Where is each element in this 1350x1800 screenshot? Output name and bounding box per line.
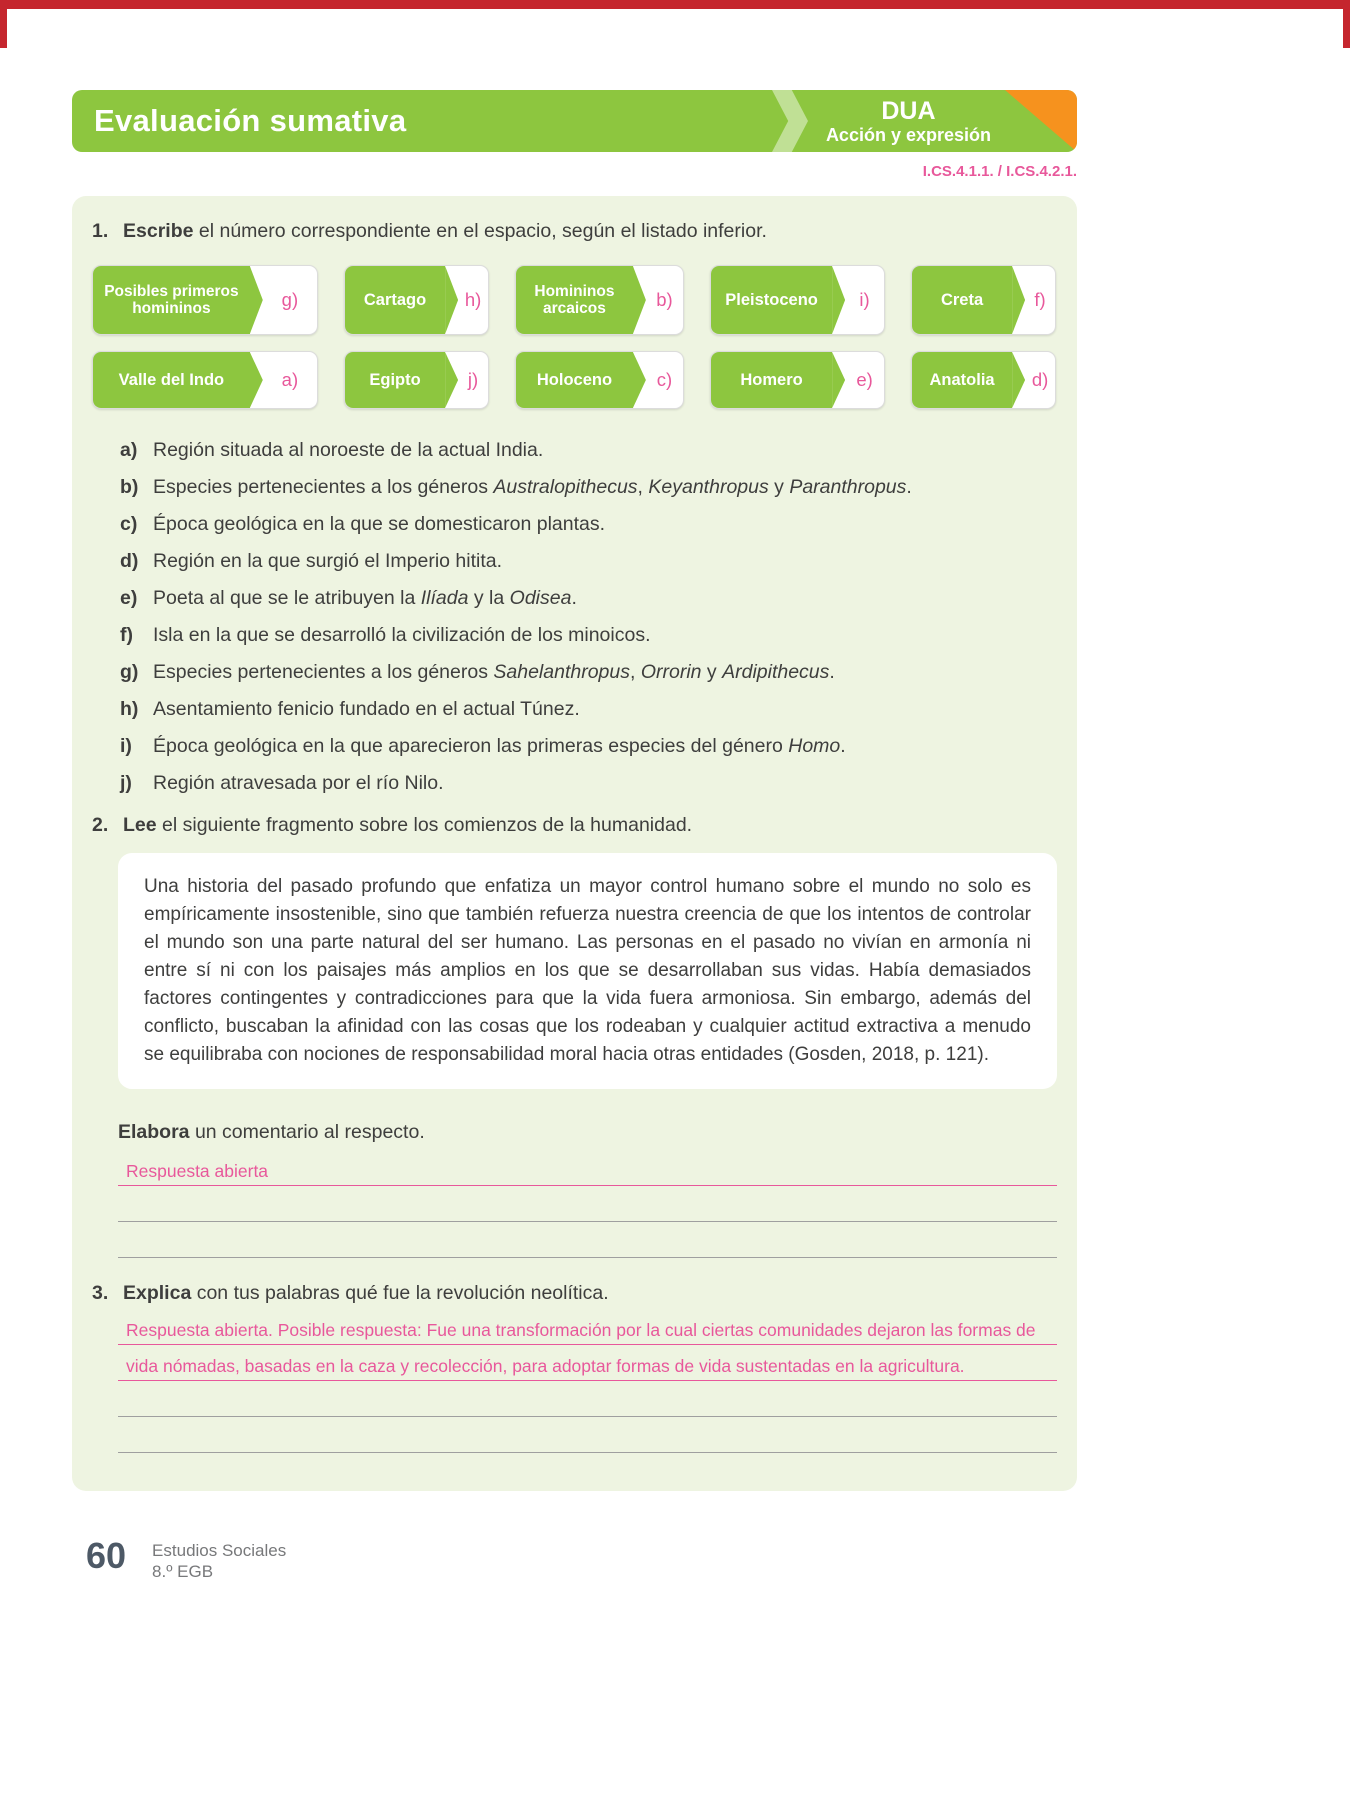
answer-letter: c) [656,369,673,390]
options-list [120,437,1057,796]
question-3-verb: Explica [123,1282,192,1304]
option-letter: j) [120,772,132,794]
question-3-number: 3. [92,1282,109,1304]
question-1-text [123,218,767,245]
term-card-posibles-primeros-homininos [92,265,318,335]
footer-labels [152,1538,286,1583]
term-label-text: Holoceno [536,370,613,389]
option-letter: c) [120,513,138,535]
option-letter: f) [120,624,133,646]
footer-subject: Estudios Sociales [152,1541,287,1560]
question-3-rest: con tus palabras qué fue la revolución neolítica. [191,1282,609,1304]
quote-text: Una historia del pasado profundo que enfatiza un mayor control humano sobre el mundo no solo es empíricamente insostenible, sino que también refuerza nuestra creencia de que los intentos de controlar el mundo son una parte natural del ser humano. Las personas en el pasado no vivían en armonía ni entre sí ni con los paisajes más amplios en los que se desarrollaban sus vidas. Había demasiados factores contingentes y contradicciones para que la vida fuera armoniosa. Sin embargo, además del conflicto, buscaban la afinidad con las cosas que los rodeaban y cualquier actitud extractiva a menudo se equilibraba con nociones de responsabilidad moral hacia otras entidades (Gosden, 2018, p. 121). [144,876,1031,1065]
question-2-verb: Lee [123,814,157,836]
term-label [345,352,445,408]
corner-triangle [1005,90,1077,152]
term-label [912,352,1012,408]
answer-text-q3-1: Respuesta abierta. Posible respuesta: Fue una transformación por la cual ciertas comunidades dejaron las formas de [126,1319,1036,1340]
option-letter: i) [120,735,132,757]
option-text: Asentamiento fenicio fundado en el actual Túnez. [153,698,580,720]
term-label [345,266,445,334]
answer-line-q3-1 [118,1309,1057,1345]
answer-line-q2-1 [118,1150,1057,1186]
term-label [516,266,633,334]
answer-letter: e) [856,369,873,390]
option-letter: e) [120,587,138,609]
question-2-rest: el siguiente fragmento sobre los comienzos de la humanidad. [156,814,693,836]
option-text: Poeta al que se le atribuyen la Ilíada y la Odisea. [153,587,577,609]
quote-box [118,853,1057,1089]
term-card-homero [710,351,885,409]
answer-line-q2-3 [118,1222,1057,1258]
term-label-text: Cartago [363,290,427,309]
question-3-text [123,1280,609,1307]
section-header [72,90,1077,152]
term-label-text: Homininos arcaicos [534,282,615,317]
term-card-egipto [344,351,489,409]
option-e [120,585,1057,611]
answer-letter: d) [1031,369,1049,390]
footer-grade: 8.º EGB [152,1562,214,1582]
option-letter: b) [120,476,139,498]
page-number: 60 [86,1535,127,1576]
question-1-stem [92,218,1057,245]
answer-letter: g) [281,289,299,310]
option-letter: g) [120,661,139,683]
answer-letter: f) [1034,289,1046,310]
page-trim-right [1343,0,1350,48]
question-1-verb: Escribe [123,220,194,242]
term-label-text: Creta [940,290,984,309]
dua-badge [826,97,991,145]
section-title: Evaluación sumativa [94,103,407,138]
option-text: Época geológica en la que aparecieron las primeras especies del género Homo. [153,735,846,757]
question-1-rest: el número correspondiente en el espacio, según el listado inferior. [193,220,767,242]
answer-line-q3-4 [118,1417,1057,1453]
answer-letter: a) [281,369,299,390]
answer-text-q2: Respuesta abierta [126,1160,269,1181]
elabora-verb: Elabora [118,1121,190,1143]
term-card-holoceno [515,351,684,409]
option-b [120,474,1057,500]
elabora-prompt [118,1119,1057,1146]
option-h [120,696,1057,722]
option-a [120,437,1057,463]
answer-letter: b) [656,289,673,310]
term-label-text: Egipto [369,370,421,389]
page-footer [86,1535,287,1583]
option-i [120,733,1057,759]
answer-letter: i) [859,289,870,310]
spacer [92,1258,1057,1280]
question-1-number: 1. [92,220,109,242]
page-trim-top [0,0,1350,9]
option-f [120,622,1057,648]
option-text: Época geológica en la que se domesticaron plantas. [153,513,606,535]
term-card-creta [911,265,1056,335]
term-label [711,352,832,408]
option-g [120,659,1057,685]
standards-code: I.CS.4.1.1. / I.CS.4.2.1. [922,163,1077,180]
option-letter: a) [120,439,138,461]
term-label-text: Anatolia [929,370,995,389]
answer-letter: j) [467,369,479,390]
question-2-number: 2. [92,814,109,836]
option-c [120,511,1057,537]
term-label-text: Homero [740,370,803,389]
option-text: Región en la que surgió el Imperio hitita. [153,550,503,572]
term-label [711,266,832,334]
term-card-pleistoceno [710,265,885,335]
term-card-homininos-arcaicos [515,265,684,335]
exercise-panel [72,196,1077,1491]
term-label-text: Pleistoceno [725,290,818,309]
answer-letter: h) [464,289,482,310]
term-label [93,266,250,334]
question-2-stem [92,812,1057,839]
answer-line-q3-3 [118,1381,1057,1417]
option-d [120,548,1057,574]
option-text: Especies pertenecientes a los géneros Australopithecus, Keyanthropus y Paranthropus. [153,476,912,498]
dua-badge-subtitle: Acción y expresión [825,124,991,145]
term-card-anatolia [911,351,1056,409]
option-letter: h) [120,698,139,720]
chevron-right-icon [772,90,808,152]
term-label [912,266,1012,334]
term-cards-grid [92,265,1057,409]
term-label-text: Posibles primeros homininos [104,282,239,317]
elabora-rest: un comentario al respecto. [189,1121,425,1143]
term-card-valle-del-indo [92,351,318,409]
option-text: Región atravesada por el río Nilo. [153,772,444,794]
option-letter: d) [120,550,139,572]
answer-line-q2-2 [118,1186,1057,1222]
term-label [93,352,250,408]
question-3-stem [92,1280,1057,1307]
option-text: Isla en la que se desarrolló la civilización de los minoicos. [153,624,651,646]
term-label [516,352,633,408]
term-label-text: Valle del Indo [118,370,225,389]
question-2-text [123,812,692,839]
option-text: Región situada al noroeste de la actual India. [153,439,544,461]
term-card-cartago [344,265,489,335]
answer-text-q3-2: vida nómadas, basadas en la caza y recolección, para adoptar formas de vida sustentadas en la agricultura. [126,1355,965,1376]
option-text: Especies pertenecientes a los géneros Sahelanthropus, Orrorin y Ardipithecus. [153,661,835,683]
option-j [120,770,1057,796]
answer-line-q3-2 [118,1345,1057,1381]
page-trim-left [0,0,7,48]
dua-badge-title: DUA [881,96,936,125]
